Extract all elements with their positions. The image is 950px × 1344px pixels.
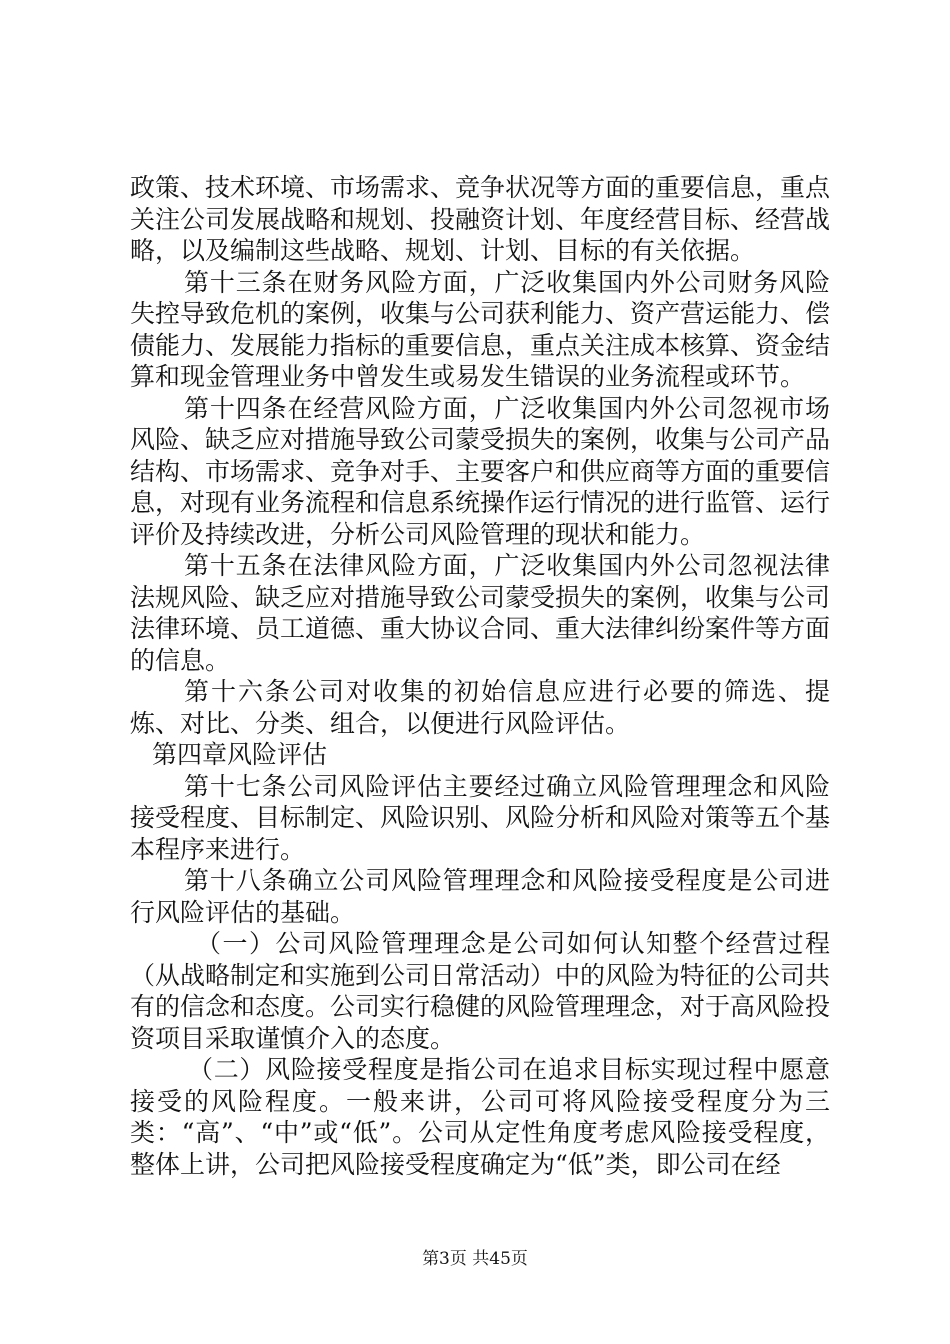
item-1-paragraph: （一）公司风险管理理念是公司如何认知整个经营过程（从战略制定和实施到公司日常活动）中的风险为特征的公司共有的信念和态度。公司实行稳健的风险管理理念，对于高风险投资项目采取谨慎介入的态度。 xyxy=(130,929,831,1053)
article-18-paragraph: 第十八条确立公司风险管理理念和风险接受程度是公司进行风险评估的基础。 xyxy=(130,866,830,927)
paragraph-continuation: 政策、技术环境、市场需求、竞争状况等方面的重要信息，重点关注公司发展战略和规划、投融资计划、年度经营目标、经营战略，以及编制这些战略、规划、计划、目标的有关依据。 xyxy=(130,173,831,265)
article-15-paragraph: 第十五条在法律风险方面，广泛收集国内外公司忽视法律法规风险、缺乏应对措施导致公司蒙受损失的案例，收集与公司法律环境、员工道德、重大协议合同、重大法律纠纷案件等方面的信息。 xyxy=(130,551,831,675)
chapter-4-heading: 第四章风险评估 xyxy=(152,740,328,769)
article-16-paragraph: 第十六条公司对收集的初始信息应进行必要的筛选、提炼、对比、分类、组合，以便进行风险评估。 xyxy=(130,677,830,738)
article-13-paragraph: 第十三条在财务风险方面，广泛收集国内外公司财务风险失控导致危机的案例，收集与公司获利能力、资产营运能力、偿债能力、发展能力指标的重要信息，重点关注成本核算、资金结算和现金管理业务中曾发生或易发生错误的业务流程或环节。 xyxy=(130,267,831,391)
page-number-footer: 第3页 共45页 xyxy=(422,1249,528,1269)
item-2-paragraph: （二）风险接受程度是指公司在追求目标实现过程中愿意接受的风险程度。一般来讲，公司可将风险接受程度分为三类：“高”、“中”或“低”。公司从定性角度考虑风险接受程度，整体上讲，公司把风险接受程度确定为“低”类，即公司在经 xyxy=(130,1055,830,1179)
article-14-paragraph: 第十四条在经营风险方面，广泛收集国内外公司忽视市场风险、缺乏应对措施导致公司蒙受损失的案例，收集与公司产品结构、市场需求、竞争对手、主要客户和供应商等方面的重要信息，对现有业务流程和信息系统操作运行情况的进行监管、运行评价及持续改进，分析公司风险管理的现状和能力。 xyxy=(130,393,831,549)
document-body xyxy=(130,172,830,1180)
article-17-paragraph: 第十七条公司风险评估主要经过确立风险管理理念和风险接受程度、目标制定、风险识别、风险分析和风险对策等五个基本程序来进行。 xyxy=(130,771,831,864)
